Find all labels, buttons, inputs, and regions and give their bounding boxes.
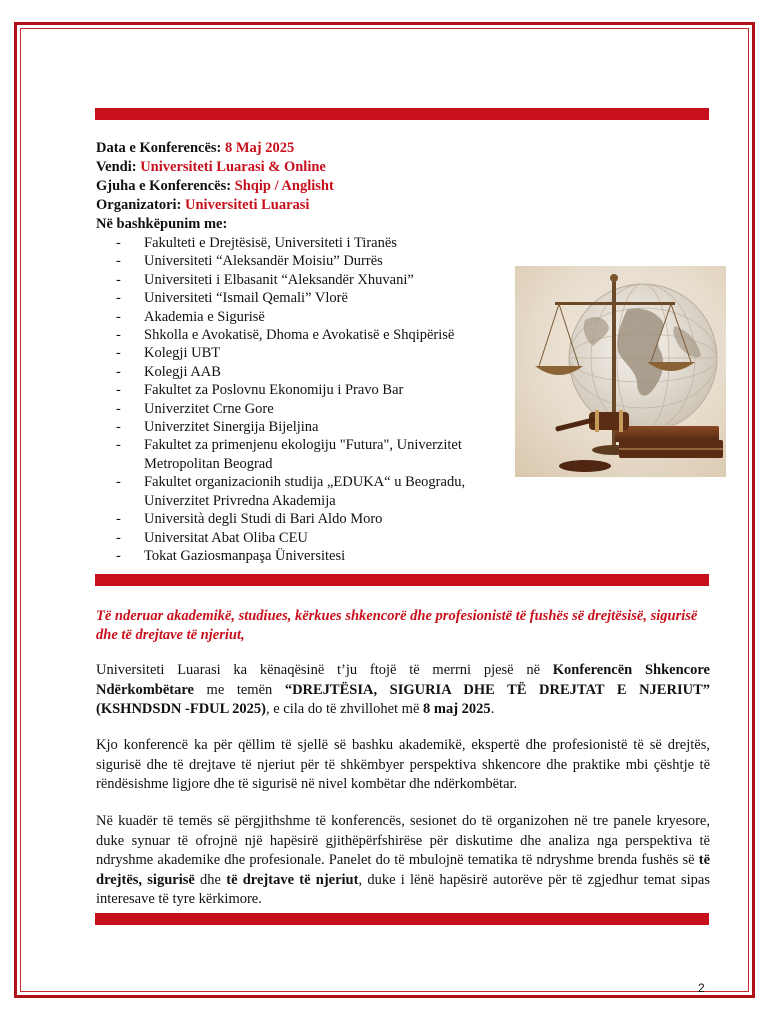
- conference-meta: [96, 139, 334, 234]
- list-item: - Universiteti “Aleksandër Moisiu” Durrës: [116, 252, 508, 270]
- list-item: - Universiteti i Elbasanit “Aleksandër Xhuvani”: [116, 271, 508, 289]
- greeting: Të nderuar akademikë, studiues, kërkues shkencorë dhe profesionistë të fushës së drejtësisë, sigurisë dhe të drejtave të njeriut,: [96, 608, 698, 643]
- list-item: - Universitat Abat Oliba CEU: [116, 529, 508, 547]
- list-item: - Kolegji UBT: [116, 344, 508, 362]
- divider-top: [95, 108, 709, 120]
- list-item: - Univerzitet Sinergija Bijeljina: [116, 418, 508, 436]
- page-number: 2: [698, 981, 705, 995]
- partners-heading: Në bashkëpunim me:: [96, 216, 228, 232]
- paragraph-invitation: Universiteti Luarasi ka kënaqësinë t’ju ftojë të merrni pjesë në Konferencën Shkencore Ndërkombëtare me temën “DREJTËSIA, SIGURIA DHE TË DREJTAT E NJERIUT” (KSHNDSDN -FDUL 2025), e cila do të zhvillohet më 8 maj 2025.: [96, 662, 710, 717]
- paragraph-panels: Në kuadër të temës së përgjithshme të konferencës, sesionet do të organizohen në tre panele kryesore, duke synuar të ofrojnë një hapësirë gjithëpërfshirëse për diskutime dhe analiza nga perspektiva të ndryshme akademike dhe profesionale. Panelet do të mbulojnë tematika të ndryshme brenda fushës së të drejtës, sigurisë dhe të drejtave të njeriut, duke i lënë hapësirë autorëve për të zgjedhur temat sipas interesave të tyre kërkimore.: [96, 813, 710, 907]
- list-item: - Univerzitet Crne Gore: [116, 400, 508, 418]
- list-item: - Universiteti “Ismail Qemali” Vlorë: [116, 289, 508, 307]
- list-item: - Fakultet za primenjenu ekologiju "Futura", Univerzitet Metropolitan Beograd: [116, 436, 508, 473]
- meta-organizer: Organizatori: Universiteti Luarasi: [96, 197, 310, 213]
- list-item: - Akademia e Sigurisë: [116, 308, 508, 326]
- list-item: - Fakultet za Poslovnu Ekonomiju i Pravo Bar: [116, 381, 508, 399]
- partners-list: [116, 234, 508, 565]
- list-item: - Shkolla e Avokatisë, Dhoma e Avokatisë e Shqipërisë: [116, 326, 508, 344]
- list-item: - Università degli Studi di Bari Aldo Moro: [116, 510, 508, 528]
- justice-globe-image: [515, 266, 726, 477]
- divider-middle: [95, 574, 709, 586]
- meta-date: Data e Konferencës: 8 Maj 2025: [96, 140, 295, 156]
- scales-globe-icon: [515, 266, 726, 477]
- list-item: - Fakulteti e Drejtësisë, Universiteti i Tiranës: [116, 234, 508, 252]
- meta-language: Gjuha e Konferencës: Shqip / Anglisht: [96, 178, 334, 194]
- divider-bottom: [95, 913, 709, 925]
- list-item: - Tokat Gaziosmanpaşa Üniversitesi: [116, 547, 508, 565]
- meta-venue: Vendi: Universiteti Luarasi & Online: [96, 159, 326, 175]
- list-item: - Fakultet organizacionih studija „EDUKA“ u Beogradu, Univerzitet Privredna Akademija: [116, 473, 508, 510]
- list-item: - Kolegji AAB: [116, 363, 508, 381]
- paragraph-purpose: Kjo konferencë ka për qëllim të sjellë së bashku akademikë, ekspertë dhe profesionistë të së drejtës, sigurisë dhe të drejtave të njeriut për të shkëmbyer perspektiva shkencore dhe praktike mbi çështje të rëndësishme ligjore dhe të sigurisë në nivel kombëtar dhe ndërkombëtar.: [96, 737, 710, 792]
